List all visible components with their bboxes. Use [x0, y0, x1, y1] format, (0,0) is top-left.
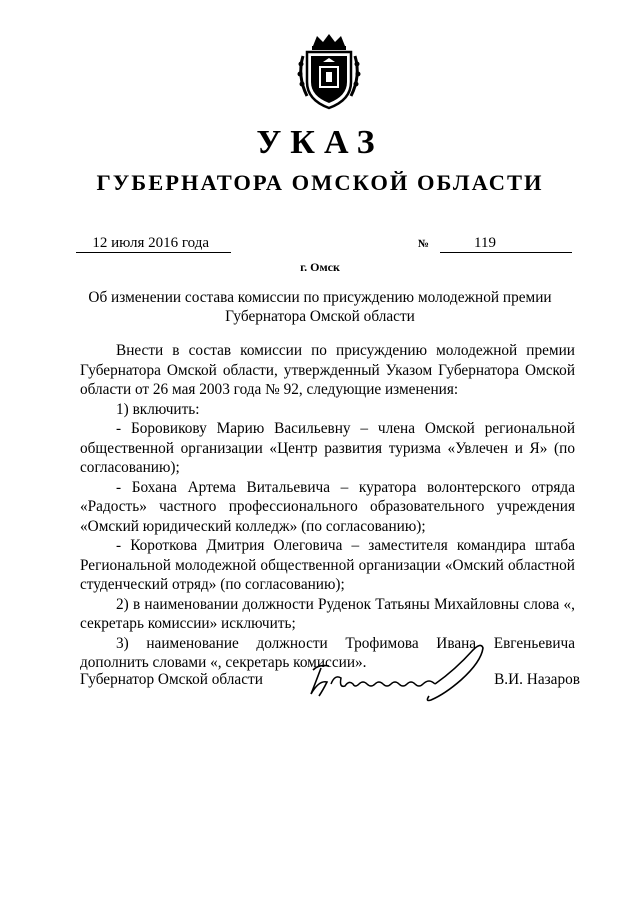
document-city: г. Омск — [300, 260, 340, 274]
document-number: 119 — [440, 234, 572, 253]
document-subject: Об изменении состава комиссии по присуждению молодежной премии Губернатора Омской области — [88, 289, 552, 325]
body-paragraph: - Короткова Дмитрия Олеговича – заместителя командира штаба Региональной молодежной общественной организации «Омский областной студенческий отряд» (по согласованию); — [80, 537, 575, 593]
signatory-position: Губернатор Омской области — [80, 671, 263, 688]
body-paragraph: 3) наименование должности Трофимова Ивана Евгеньевича дополнить словами «, секретарь комиссии». — [80, 634, 575, 671]
body-paragraph: - Бохана Артема Витальевича – куратора волонтерского отряда «Радость» частного профессионального образовательного учреждения «Омский юридический колледж» (по согласованию); — [80, 478, 575, 535]
issuer-title: ГУБЕРНАТОРА ОМСКОЙ ОБЛАСТИ — [96, 170, 544, 195]
document-body — [80, 341, 575, 673]
body-paragraph: Внести в состав комиссии по присуждению молодежной премии Губернатора Омской области, утвержденный Указом Губернатора Омской области от 26 мая 2003 года № 92, следующие изменения: — [80, 342, 575, 398]
body-paragraph: 1) включить: — [116, 400, 200, 418]
signatory-name: В.И. Назаров — [494, 671, 580, 688]
document-date: 12 июля 2016 года — [76, 234, 231, 253]
document-type-title: УКАЗ — [256, 124, 384, 161]
number-label: № — [418, 238, 430, 250]
body-paragraph: - Боровикову Марию Васильевну – члена Омской региональной общественной организации «Центр развития туризма «Увлечен и Я» (по согласованию); — [80, 420, 575, 476]
handwritten-signature — [305, 640, 495, 706]
omsk-coat-of-arms-icon — [293, 32, 365, 112]
body-paragraph: 2) в наименовании должности Руденок Татьяны Михайловны слова «, секретарь комиссии» исключить; — [80, 595, 575, 632]
